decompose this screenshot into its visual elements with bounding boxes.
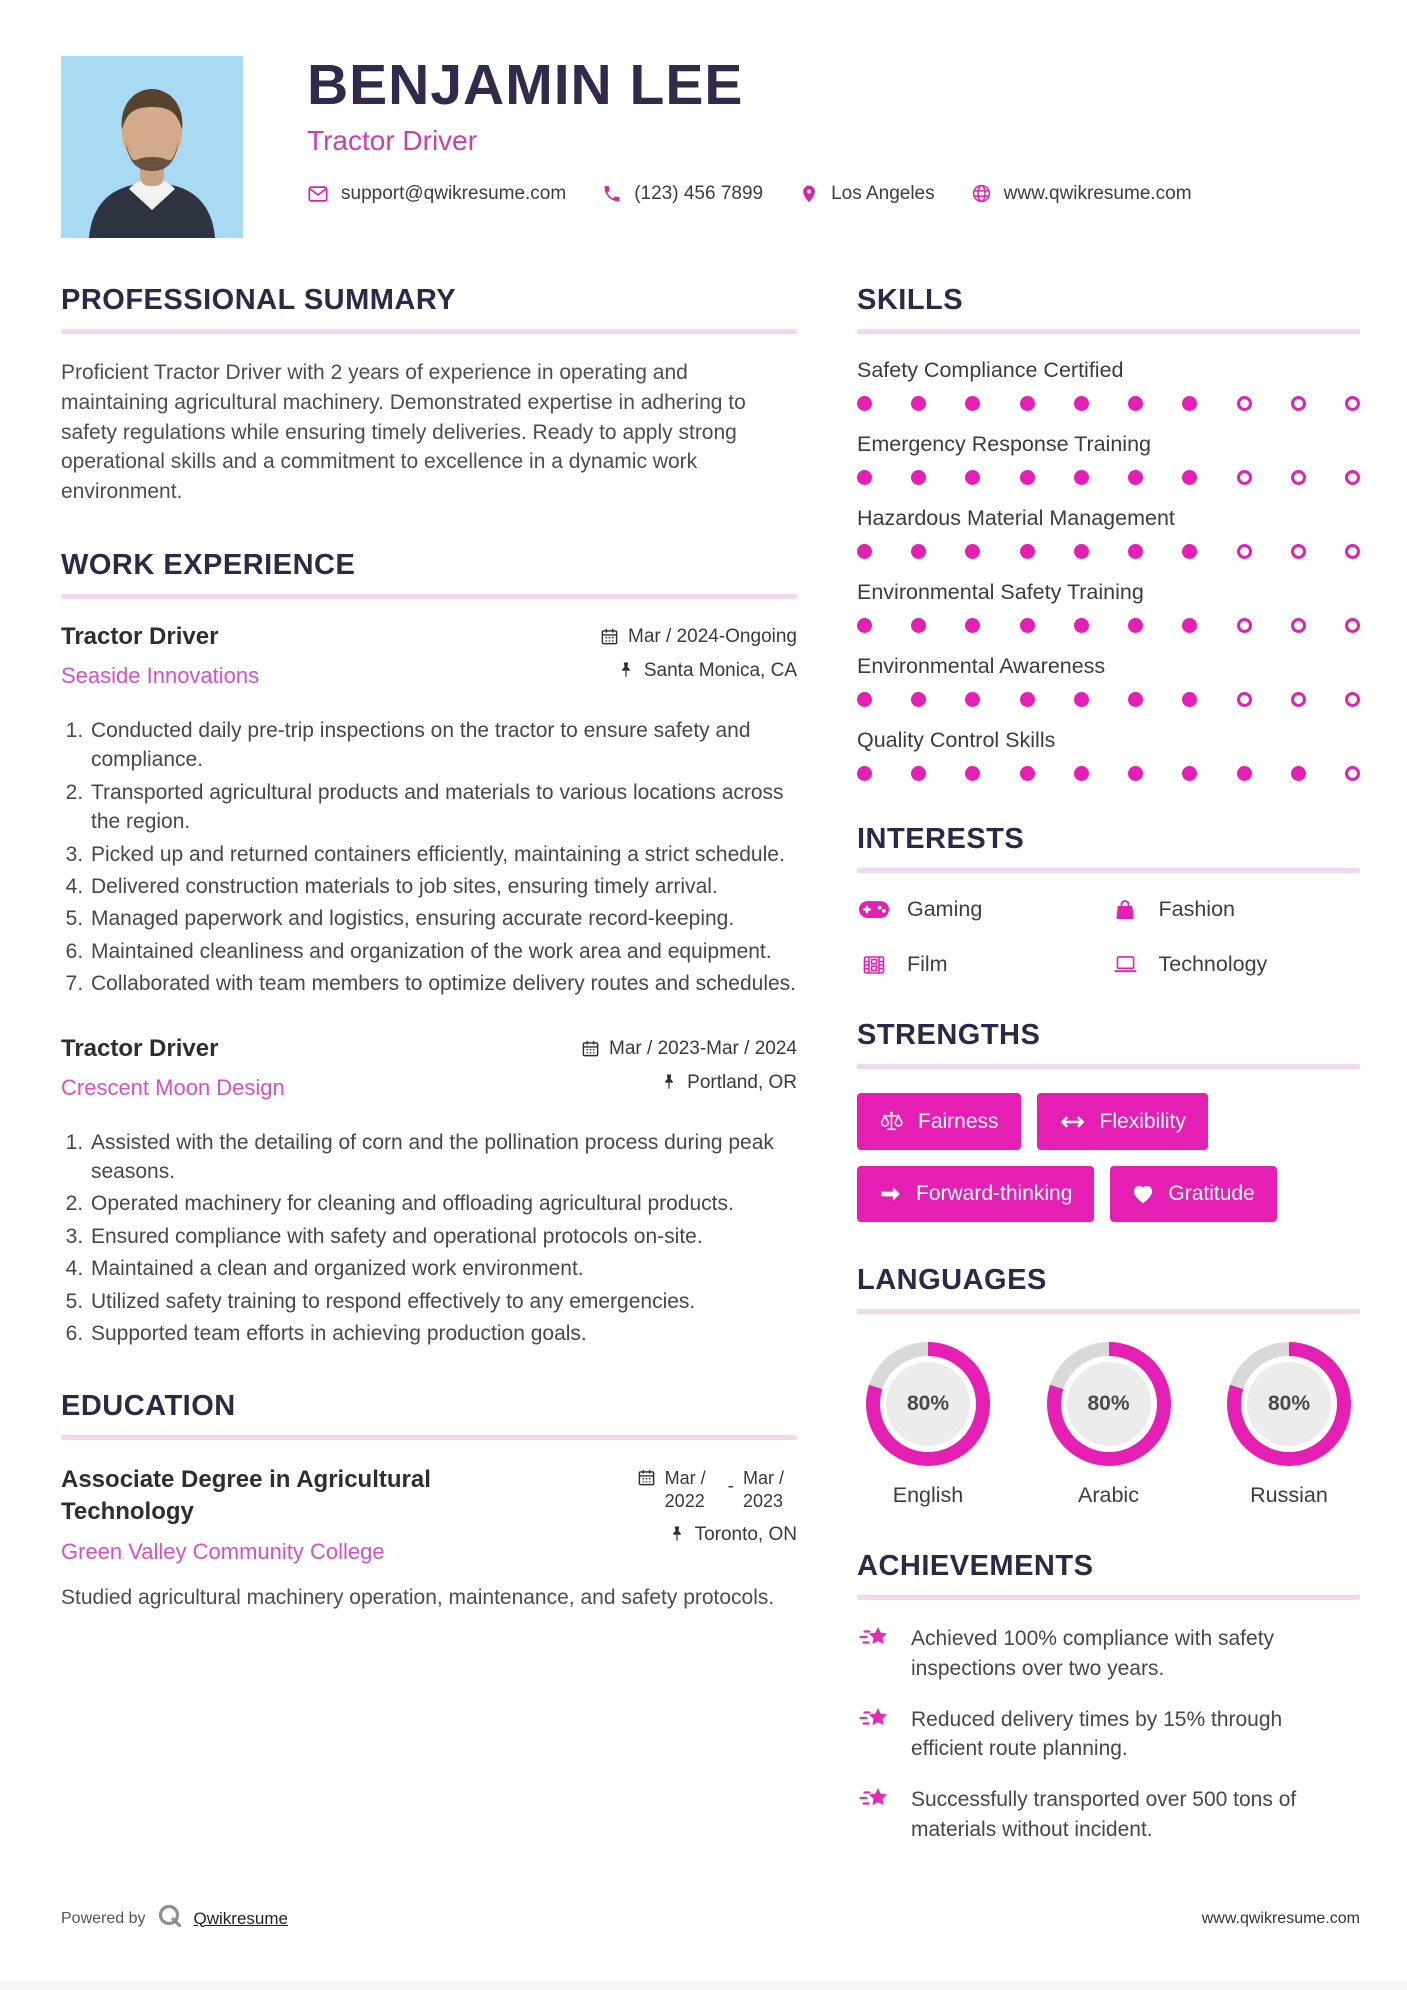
language-donut-chart: [1227, 1342, 1351, 1466]
section-underline: [61, 1435, 797, 1440]
achievement-item: [857, 1785, 1360, 1845]
rating-dot-filled: [857, 544, 872, 559]
rating-dot-empty: [1237, 618, 1252, 633]
powered-by-block: [61, 1903, 288, 1934]
handbag-icon: [1109, 898, 1142, 922]
job-bullet: 5. Managed paperwork and logistics, ensuring accurate record-keeping.: [89, 904, 797, 933]
rating-dot-filled: [911, 544, 926, 559]
page-bottom-strip: [0, 1982, 1407, 1990]
job-entry: [61, 623, 797, 999]
rating-dot-filled: [1182, 396, 1197, 411]
strength-label: Flexibility: [1099, 1109, 1186, 1133]
rating-dot-empty: [1345, 692, 1360, 707]
rating-dot-filled: [1182, 470, 1197, 485]
rating-dot-empty: [1345, 618, 1360, 633]
globe-icon: [971, 183, 992, 204]
rating-dot-filled: [965, 618, 980, 633]
rating-dot-filled: [911, 766, 926, 781]
job-date-text: Mar / 2024-Ongoing: [628, 626, 797, 648]
language-donut-chart: [1047, 1342, 1171, 1466]
right-column: [857, 284, 1360, 1887]
interests-list: [857, 897, 1360, 977]
section-underline: [61, 594, 797, 599]
job-bullet: 1. Conducted daily pre-trip inspections on the tractor to ensure safety and compliance.: [89, 716, 797, 775]
rating-dot-filled: [965, 692, 980, 707]
rating-dot-filled: [1074, 470, 1089, 485]
skills-heading: SKILLS: [857, 284, 964, 316]
contact-text: www.qwikresume.com: [1003, 182, 1192, 204]
job-date-text: Mar / 2023-Mar / 2024: [609, 1037, 797, 1059]
job-bullet: 1. Assisted with the detailing of corn and the pollination process during peak seasons.: [89, 1128, 797, 1187]
language-item: [1044, 1342, 1174, 1508]
rating-dot-empty: [1237, 396, 1252, 411]
skill-item: [857, 654, 1360, 707]
skill-rating-dots: [857, 766, 1360, 781]
job-bullet-list: [61, 1128, 797, 1349]
contact-text: Los Angeles: [831, 182, 935, 204]
contact-item: [602, 183, 763, 205]
languages-list: [857, 1338, 1360, 1508]
languages-section: [857, 1264, 1360, 1508]
skill-item: [857, 506, 1360, 559]
job-dates: [600, 626, 797, 648]
language-donut-chart: [866, 1342, 990, 1466]
job-title: Tractor Driver: [61, 1034, 219, 1062]
skill-item: [857, 728, 1360, 781]
left-column: [61, 284, 797, 1887]
rating-dot-filled: [1020, 470, 1035, 485]
rating-dot-filled: [1182, 692, 1197, 707]
summary-section: [61, 284, 797, 507]
language-item: [863, 1342, 993, 1508]
rating-dot-filled: [1020, 692, 1035, 707]
rating-dot-filled: [1128, 396, 1143, 411]
interest-label: Film: [907, 952, 948, 976]
pushpin-icon: [617, 661, 635, 679]
language-name: Arabic: [1078, 1483, 1139, 1507]
skill-name: Environmental Safety Training: [857, 580, 1144, 604]
work-heading: WORK EXPERIENCE: [61, 549, 356, 582]
languages-heading: LANGUAGES: [857, 1264, 1047, 1296]
rating-dot-filled: [911, 618, 926, 633]
scales-icon: [879, 1109, 904, 1134]
education-location: [637, 1524, 797, 1546]
rating-dot-filled: [911, 396, 926, 411]
rating-dot-filled: [857, 396, 872, 411]
gamepad-icon: [857, 900, 890, 919]
rating-dot-filled: [1020, 544, 1035, 559]
job-list: [61, 623, 797, 1348]
rating-dot-filled: [857, 766, 872, 781]
rating-dot-filled: [1182, 544, 1197, 559]
rating-dot-empty: [1291, 544, 1306, 559]
rating-dot-filled: [1128, 766, 1143, 781]
calendar-icon: [600, 627, 619, 646]
interest-item: [857, 952, 1109, 977]
location-icon: [799, 184, 819, 204]
rating-dot-filled: [965, 544, 980, 559]
rating-dot-filled: [1074, 396, 1089, 411]
film-icon: [857, 953, 890, 977]
laptop-icon: [1109, 955, 1142, 974]
rating-dot-filled: [857, 692, 872, 707]
rating-dot-filled: [1074, 618, 1089, 633]
heart-icon: [1132, 1184, 1154, 1204]
strength-label: Fairness: [918, 1109, 999, 1133]
job-location-text: Portland, OR: [687, 1071, 797, 1093]
contact-text: support@qwikresume.com: [341, 182, 567, 204]
skills-section: [857, 284, 1360, 781]
job-location: [600, 660, 797, 682]
skill-rating-dots: [857, 692, 1360, 707]
skill-name: Hazardous Material Management: [857, 506, 1175, 530]
education-heading: EDUCATION: [61, 1390, 236, 1423]
section-underline: [857, 1595, 1360, 1600]
rating-dot-filled: [911, 470, 926, 485]
rating-dot-empty: [1291, 470, 1306, 485]
skill-name: Emergency Response Training: [857, 432, 1151, 456]
education-date-start: Mar / 2022: [664, 1468, 706, 1511]
education-section: [61, 1390, 797, 1612]
section-underline: [857, 1064, 1360, 1069]
job-location-text: Santa Monica, CA: [643, 660, 797, 682]
rating-dot-filled: [1020, 766, 1035, 781]
rating-dot-filled: [1128, 692, 1143, 707]
skill-rating-dots: [857, 618, 1360, 633]
rating-dot-filled: [1128, 618, 1143, 633]
job-bullet: 4. Delivered construction materials to job sites, ensuring timely arrival.: [89, 872, 797, 901]
language-name: English: [892, 1483, 964, 1507]
rating-dot-filled: [1074, 544, 1089, 559]
interest-label: Fashion: [1158, 897, 1235, 921]
footer-website-link[interactable]: www.qwikresume.com: [1201, 1909, 1360, 1927]
avatar: [61, 56, 243, 238]
job-title: Tractor Driver: [61, 623, 219, 651]
person-title: Tractor Driver: [307, 124, 478, 156]
achievements-section: [857, 1550, 1360, 1845]
strengths-list: [857, 1093, 1360, 1222]
achievement-item: [857, 1624, 1360, 1684]
achievement-text: Achieved 100% compliance with safety inspections over two years.: [911, 1627, 1275, 1680]
rating-dot-filled: [1128, 544, 1143, 559]
strength-label: Gratitude: [1168, 1182, 1255, 1205]
qwikresume-brand-link[interactable]: Qwikresume: [193, 1908, 288, 1928]
rating-dot-filled: [1128, 470, 1143, 485]
content-columns: [61, 284, 1360, 1887]
job-meta: [600, 623, 797, 694]
job-bullet: 2. Operated machinery for cleaning and offloading agricultural products.: [89, 1189, 797, 1218]
rating-dot-filled: [965, 396, 980, 411]
rating-dot-empty: [1345, 396, 1360, 411]
section-underline: [857, 1309, 1360, 1314]
degree-title: Associate Degree in Agricultural Technology: [61, 1466, 431, 1525]
phone-icon: [602, 184, 622, 204]
education-date-end: Mar / 2023: [743, 1468, 785, 1511]
skill-rating-dots: [857, 396, 1360, 411]
strength-badge[interactable]: [1037, 1093, 1208, 1150]
section-underline: [857, 329, 1360, 334]
rating-dot-filled: [1074, 692, 1089, 707]
section-underline: [857, 868, 1360, 873]
company-name: Seaside Innovations: [61, 663, 260, 689]
education-meta: [637, 1464, 797, 1564]
rating-dot-filled: [965, 470, 980, 485]
achievement-text: Successfully transported over 500 tons of materials without incident.: [911, 1788, 1297, 1842]
shooting-star-icon: [857, 1705, 894, 1765]
company-name: Crescent Moon Design: [61, 1074, 285, 1100]
page-footer: [61, 1903, 1360, 1934]
rating-dot-filled: [1291, 766, 1306, 781]
skill-rating-dots: [857, 470, 1360, 485]
education-date-separator: -: [727, 1476, 734, 1498]
strengths-section: [857, 1019, 1360, 1222]
rating-dot-filled: [1182, 766, 1197, 781]
work-section: [61, 549, 797, 1348]
job-dates: [581, 1038, 797, 1060]
contact-row: [307, 183, 1192, 205]
skills-list: [857, 358, 1360, 781]
contact-item: [971, 183, 1192, 205]
pushpin-icon: [660, 1073, 678, 1091]
shooting-star-icon: [857, 1785, 894, 1845]
mail-icon: [307, 183, 329, 205]
powered-by-label: Powered by: [61, 1909, 146, 1927]
language-percent: 80%: [1247, 1362, 1331, 1446]
rating-dot-empty: [1291, 692, 1306, 707]
skill-item: [857, 580, 1360, 633]
arrow-right-icon: [879, 1186, 902, 1202]
strength-badge[interactable]: [857, 1093, 1021, 1150]
section-underline: [61, 329, 797, 334]
rating-dot-filled: [911, 692, 926, 707]
job-location: [581, 1072, 797, 1094]
calendar-icon: [637, 1468, 656, 1487]
contact-text: (123) 456 7899: [634, 182, 764, 204]
language-percent: 80%: [1067, 1362, 1151, 1446]
school-name: Green Valley Community College: [61, 1538, 385, 1564]
interests-heading: INTERESTS: [857, 823, 1025, 855]
strength-badge[interactable]: [857, 1166, 1094, 1222]
rating-dot-empty: [1345, 544, 1360, 559]
rating-dot-empty: [1237, 544, 1252, 559]
skill-name: Quality Control Skills: [857, 728, 1056, 752]
job-meta: [581, 1035, 797, 1106]
rating-dot-filled: [857, 470, 872, 485]
rating-dot-filled: [1020, 618, 1035, 633]
profile-photo: [61, 56, 243, 238]
interest-item: [857, 897, 1109, 922]
job-bullet: 3. Ensured compliance with safety and operational protocols on-site.: [89, 1222, 797, 1251]
pushpin-icon: [668, 1525, 686, 1543]
qwikresume-logo-icon: [157, 1903, 183, 1934]
arrows-leftright-icon: [1059, 1114, 1086, 1130]
job-bullet-list: [61, 716, 797, 999]
rating-dot-filled: [1182, 618, 1197, 633]
language-item: [1224, 1342, 1354, 1508]
rating-dot-empty: [1237, 692, 1252, 707]
rating-dot-filled: [1020, 396, 1035, 411]
job-bullet: 4. Maintained a clean and organized work environment.: [89, 1254, 797, 1283]
summary-heading: PROFESSIONAL SUMMARY: [61, 284, 457, 316]
education-dates: [637, 1467, 797, 1512]
rating-dot-empty: [1345, 766, 1360, 781]
strengths-heading: STRENGTHS: [857, 1019, 1041, 1051]
job-entry: [61, 1035, 797, 1349]
shooting-star-icon: [857, 1624, 894, 1684]
contact-item: [799, 183, 935, 205]
job-bullet: 3. Picked up and returned containers efficiently, maintaining a strict schedule.: [89, 840, 797, 869]
job-header: [61, 623, 797, 694]
job-bullet: 2. Transported agricultural products and materials to various locations across the region.: [89, 778, 797, 837]
interest-label: Gaming: [907, 897, 983, 921]
job-header-left: [61, 1035, 285, 1106]
rating-dot-empty: [1345, 470, 1360, 485]
rating-dot-filled: [965, 766, 980, 781]
skill-rating-dots: [857, 544, 1360, 559]
interest-item: [1109, 897, 1361, 922]
rating-dot-empty: [1237, 470, 1252, 485]
job-header: [61, 1035, 797, 1106]
job-bullet: 6. Maintained cleanliness and organization of the work area and equipment.: [89, 937, 797, 966]
rating-dot-filled: [1237, 766, 1252, 781]
language-percent: 80%: [886, 1362, 970, 1446]
education-entry: [61, 1464, 797, 1564]
skill-name: Environmental Awareness: [857, 654, 1106, 678]
skill-item: [857, 432, 1360, 485]
contact-item: [307, 183, 566, 205]
interest-item: [1109, 952, 1361, 977]
strength-label: Forward-thinking: [916, 1182, 1073, 1205]
job-header-left: [61, 623, 259, 694]
job-bullet: 6. Supported team efforts in achieving production goals.: [89, 1319, 797, 1348]
job-bullet: 7. Collaborated with team members to optimize delivery routes and schedules.: [89, 969, 797, 998]
skill-name: Safety Compliance Certified: [857, 358, 1124, 382]
strength-badge[interactable]: [1110, 1166, 1276, 1222]
job-bullet: 5. Utilized safety training to respond effectively to any emergencies.: [89, 1287, 797, 1316]
language-name: Russian: [1250, 1483, 1328, 1507]
education-location-text: Toronto, ON: [694, 1524, 797, 1546]
summary-text: Proficient Tractor Driver with 2 years of experience in operating and maintaining agricultural machinery. Demonstrated expertise in adhering to safety regulations while ensuring timely deliveries. Ready to apply strong operational skills and a commitment to excellence in a dynamic work environment.: [61, 361, 746, 504]
interests-section: [857, 823, 1360, 977]
person-name: BENJAMIN LEE: [307, 53, 744, 117]
rating-dot-empty: [1291, 396, 1306, 411]
header-text-block: [307, 53, 1192, 238]
achievements-heading: ACHIEVEMENTS: [857, 1550, 1094, 1582]
education-description: Studied agricultural machinery operation, maintenance, and safety protocols.: [61, 1585, 775, 1609]
resume-header: [61, 53, 1360, 238]
achievements-list: [857, 1624, 1360, 1845]
skill-item: [857, 358, 1360, 411]
rating-dot-empty: [1291, 618, 1306, 633]
rating-dot-filled: [1074, 766, 1089, 781]
achievement-text: Reduced delivery times by 15% through efficient route planning.: [911, 1707, 1283, 1761]
calendar-icon: [581, 1039, 600, 1058]
interest-label: Technology: [1158, 952, 1268, 976]
achievement-item: [857, 1705, 1360, 1765]
rating-dot-filled: [857, 618, 872, 633]
